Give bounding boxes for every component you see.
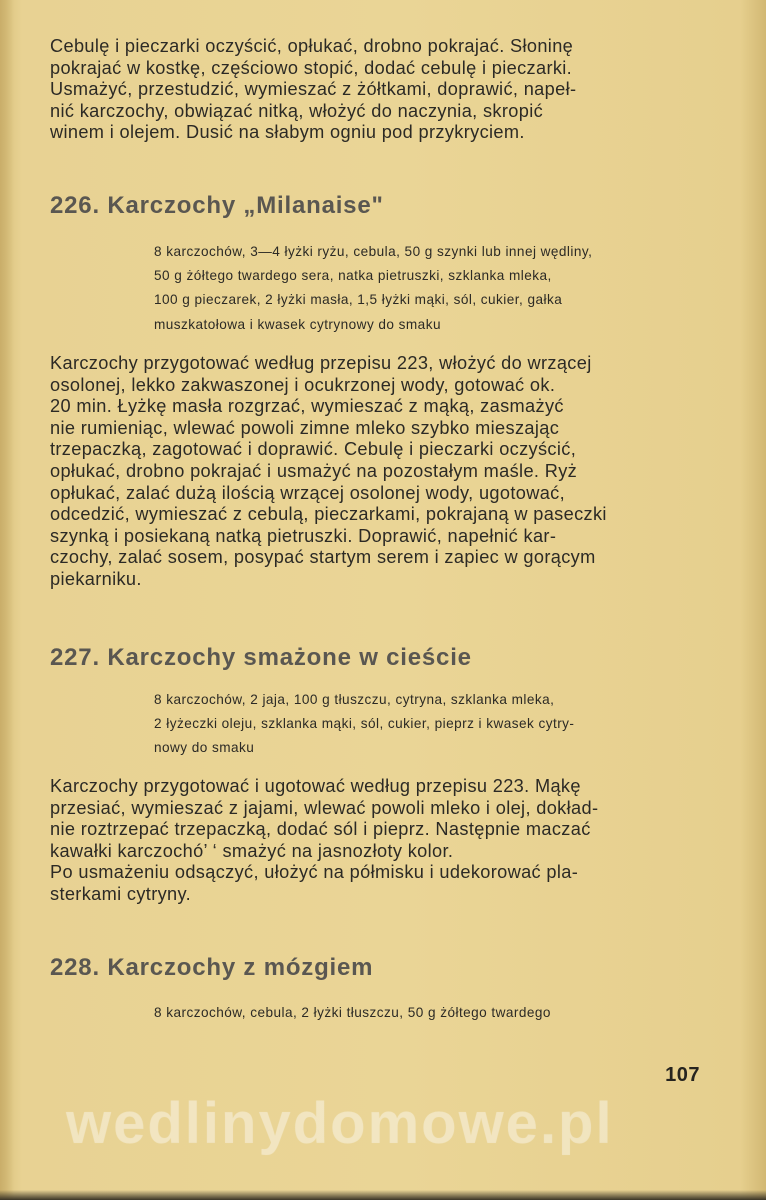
ingredient-line: 50 g żółtego twardego sera, natka pietruszki, szklanka mleka, [154, 268, 552, 284]
text-line: Karczochy przygotować według przepisu 223, włożyć do wrzącej [50, 353, 592, 373]
ingredient-line: 100 g pieczarek, 2 łyżki masła, 1,5 łyżki mąki, sól, cukier, gałka [154, 292, 563, 308]
ingredient-line: 8 karczochów, 3—4 łyżki ryżu, cebula, 50 g szynki lub innej wędliny, [154, 244, 593, 259]
recipe-227-ingredients [154, 688, 700, 761]
text-line: piekarniku. [50, 568, 142, 589]
ingredient-line: 8 karczochów, cebula, 2 łyżki tłuszczu, 50 g żółtego twardego [154, 1005, 551, 1020]
text-line: osolonej, lekko zakwaszonej i ocukrzonej wody, gotować ok. [50, 374, 556, 395]
recipe-228-ingredients [154, 1001, 700, 1025]
text-line: szynką i posiekaną natką pietruszki. Doprawić, napełnić kar- [50, 525, 557, 546]
text-line: opłukać, zalać dużą ilością wrzącej osolonej wody, ugotować, [50, 482, 566, 503]
ingredient-line: 8 karczochów, 2 jaja, 100 g tłuszczu, cytryna, szklanka mleka, [154, 692, 555, 707]
page-number: 107 [665, 1064, 700, 1086]
text-line: nić karczochy, obwiązać nitką, włożyć do naczynia, skropić [50, 100, 544, 121]
recipe-226-ingredients [154, 240, 700, 337]
recipe-227-instructions [50, 776, 700, 906]
recipe-226-title: 226. Karczochy „Milanaise" [50, 192, 384, 219]
text-line: czochy, zalać sosem, posypać startym serem i zapiec w gorącym [50, 547, 596, 568]
recipe-228-title: 228. Karczochy z mózgiem [50, 954, 374, 981]
text-line: pokrajać w kostkę, częściowo stopić, dodać cebulę i pieczarki. [50, 57, 573, 78]
text-line: Usmażyć, przestudzić, wymieszać z żółtkami, doprawić, napeł- [50, 79, 577, 100]
ingredient-line: nowy do smaku [154, 740, 255, 756]
text-line: Karczochy przygotować i ugotować według przepisu 223. Mąkę [50, 776, 581, 796]
text-line: nie rumieniąc, wlewać powoli zimne mleko szybko mieszając [50, 417, 560, 438]
ingredient-line: 2 łyżeczki oleju, szklanka mąki, sól, cukier, pieprz i kwasek cytry- [154, 716, 575, 732]
text-line: przesiać, wymieszać z jajami, wlewać powoli mleko i olej, dokład- [50, 797, 599, 818]
text-line: opłukać, drobno pokrajać i usmażyć na pozostałym maśle. Ryż [50, 460, 578, 481]
page-edge-shadow [0, 0, 14, 1200]
intro-paragraph [50, 36, 700, 144]
text-line: Po usmażeniu odsączyć, ułożyć na półmisku i udekorować pla- [50, 862, 579, 883]
text-line: sterkami cytryny. [50, 883, 192, 904]
ingredient-line: muszkatołowa i kwasek cytrynowy do smaku [154, 316, 441, 332]
text-line: trzepaczką, zagotować i doprawić. Cebulę i pieczarki oczyścić, [50, 439, 577, 460]
recipe-227-title: 227. Karczochy smażone w cieście [50, 644, 472, 671]
text-line: nie roztrzepać trzepaczką, dodać sól i pieprz. Następnie maczać [50, 819, 591, 840]
text-line: winem i olejem. Dusić na słabym ogniu pod przykryciem. [50, 122, 525, 143]
page-bottom-shadow [0, 1190, 766, 1200]
text-line: Cebulę i pieczarki oczyścić, opłukać, drobno pokrajać. Słoninę [50, 36, 574, 56]
text-line: kawałki karczochó’ ‘ smażyć na jasnozłoty kolor. [50, 840, 454, 861]
recipe-226-instructions [50, 353, 700, 591]
watermark: wedlinydomowe.pl [66, 1091, 614, 1156]
text-line: 20 min. Łyżkę masła rozgrzać, wymieszać z mąką, zasmażyć [50, 396, 564, 417]
text-line: odcedzić, wymieszać z cebulą, pieczarkami, pokrajaną w paseczki [50, 504, 607, 525]
